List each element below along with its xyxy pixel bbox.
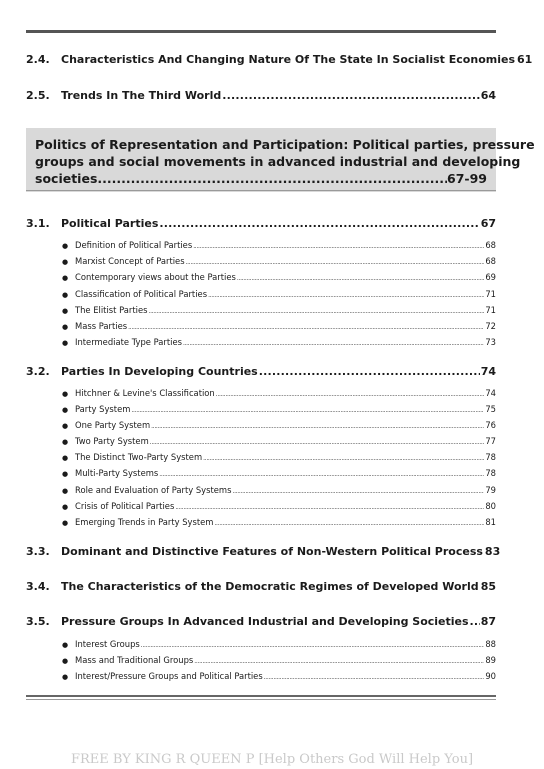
toc-subentry-title: Two Party System [75,436,149,446]
dot-leader [232,486,484,497]
dot-leader [222,89,479,103]
bullet-icon: ● [62,390,69,398]
toc-subentry-title: Marxist Concept of Parties [75,256,185,266]
toc-subentry-page: 75 [485,404,496,414]
toc-subentry-title: Contemporary views about the Parties [75,272,236,282]
unit-heading-line: groups and social movements in advanced industrial and developing [35,154,521,169]
dot-leader [148,306,484,317]
dot-leader [470,615,480,629]
toc-entry-number: 3.4. [26,580,50,593]
dot-leader [208,290,484,301]
toc-subentry[interactable] [62,240,496,252]
toc-subentry[interactable] [62,321,496,333]
toc-entry-number: 2.5. [26,89,50,102]
toc-entry-title: Trends In The Third World [61,89,222,102]
toc-entry-number: 3.2. [26,365,50,378]
bullet-icon: ● [62,258,69,266]
toc-subentry-title: Classification of Political Parties [75,289,208,299]
unit-heading-underline [26,190,496,191]
toc-entry-number: 3.3. [26,545,50,558]
toc-subentry[interactable] [62,655,496,667]
toc-entry-title: Parties In Developing Countries [61,365,258,378]
dot-leader [159,469,484,480]
toc-subentry[interactable] [62,485,496,497]
toc-subentry-page: 78 [485,452,496,462]
toc-entry-page: 83 [484,545,501,558]
dot-leader [193,241,484,252]
toc-subentry[interactable] [62,388,496,400]
toc-subentry[interactable] [62,517,496,529]
bullet-icon: ● [62,291,69,299]
dot-leader [264,672,485,683]
bullet-icon: ● [62,657,69,665]
dot-leader [186,257,485,268]
toc-entry-title: Pressure Groups In Advanced Industrial and Developing Societies [61,615,469,628]
bullet-icon: ● [62,438,69,446]
toc-subentry[interactable] [62,501,496,513]
toc-subentry-title: Mass and Traditional Groups [75,655,194,665]
unit-heading-line: Politics of Representation and Participation: Political parties, pressure [35,137,535,152]
toc-entry-3-1[interactable] [26,217,496,231]
toc-entry-title: Characteristics And Changing Nature Of The State In Socialist Economies [61,53,515,66]
bullet-icon: ● [62,470,69,478]
toc-entry-page: 85 [480,580,496,593]
dot-leader [150,437,485,448]
toc-entry-page: 87 [480,615,496,628]
top-rule [26,30,496,33]
toc-entry-page: 64 [480,89,496,102]
dot-leader [128,322,484,333]
toc-entry-title: Dominant and Distinctive Features of Non-Western Political Process [61,545,483,558]
toc-subentry-page: 78 [485,468,496,478]
dot-leader [175,502,484,513]
toc-entry-3-2[interactable] [26,365,496,379]
toc-entry-number: 2.4. [26,53,50,66]
toc-entry-3-5[interactable] [26,615,496,629]
bullet-icon: ● [62,503,69,511]
bottom-rule-thin [26,699,496,700]
toc-subentry[interactable] [62,404,496,416]
dot-leader [194,656,484,667]
bullet-icon: ● [62,422,69,430]
toc-entry-3-3[interactable] [26,545,501,559]
toc-subentry-page: 88 [485,639,496,649]
toc-subentry[interactable] [62,452,496,464]
toc-subentry-title: Emerging Trends in Party System [75,517,214,527]
dot-leader [183,338,484,349]
unit-heading-line-text: societies. [35,171,103,186]
bullet-icon: ● [62,339,69,347]
toc-subentry-page: 68 [485,240,496,250]
toc-subentry-page: 69 [485,272,496,282]
bullet-icon: ● [62,406,69,414]
toc-subentry-page: 72 [485,321,496,331]
bullet-icon: ● [62,641,69,649]
dot-leader [259,365,480,379]
toc-entry-number: 3.1. [26,217,50,230]
toc-subentry-title: The Distinct Two-Party System [75,452,203,462]
toc-subentry[interactable] [62,436,496,448]
toc-subentry-page: 73 [485,337,496,347]
toc-subentry[interactable] [62,639,496,651]
unit-heading-line [35,170,487,187]
unit-heading[interactable] [35,136,535,187]
toc-subentry-page: 90 [485,671,496,681]
toc-subentry-page: 76 [485,420,496,430]
bullet-icon: ● [62,519,69,527]
toc-subentry[interactable] [62,468,496,480]
toc-entry-page: 74 [480,365,496,378]
toc-subentry[interactable] [62,337,496,349]
bullet-icon: ● [62,274,69,282]
toc-entry-3-4[interactable] [26,580,496,594]
footer-watermark: FREE BY KING R QUEEN P [Help Others God Will Help You] [70,752,474,767]
toc-subentry-title: Intermediate Type Parties [75,337,182,347]
bullet-icon: ● [62,487,69,495]
toc-subentry-page: 80 [485,501,496,511]
toc-subentry-page: 81 [485,517,496,527]
toc-subentry[interactable] [62,256,496,268]
dot-leader [214,518,484,529]
toc-subentry[interactable] [62,272,496,284]
dot-leader [151,421,484,432]
dot-leader [102,170,447,187]
bullet-icon: ● [62,307,69,315]
toc-subentry-title: One Party System [75,420,151,430]
toc-subentry-page: 74 [485,388,496,398]
toc-subentry-title: Crisis of Political Parties [75,501,175,511]
dot-leader [131,405,484,416]
bullet-icon: ● [62,323,69,331]
toc-entry-page: 67 [480,217,496,230]
toc-subentry-title: Interest Groups [75,639,140,649]
toc-subentry-title: Multi-Party Systems [75,468,159,478]
bullet-icon: ● [62,454,69,462]
toc-subentry-page: 68 [485,256,496,266]
toc-subentry-title: Party System [75,404,131,414]
toc-subentry-title: The Elitist Parties [75,305,148,315]
bullet-icon: ● [62,673,69,681]
toc-entry-title: The Characteristics of the Democratic Regimes of Developed World [61,580,479,593]
toc-subentry-title: Hitchner & Levine's Classification [75,388,215,398]
dot-leader [141,640,485,651]
toc-subentry[interactable] [62,671,496,683]
bottom-rule [26,695,496,697]
toc-subentry-page: 79 [485,485,496,495]
unit-heading-pages: 67-99 [447,171,487,186]
dot-leader [237,273,484,284]
toc-entry-number: 3.5. [26,615,50,628]
toc-subentry-page: 77 [485,436,496,446]
toc-subentry-title: Interest/Pressure Groups and Political Parties [75,671,263,681]
toc-subentry-page: 89 [485,655,496,665]
toc-subentry[interactable] [62,305,496,317]
bullet-icon: ● [62,242,69,250]
toc-subentry-title: Role and Evaluation of Party Systems [75,485,232,495]
toc-subentry[interactable] [62,289,496,301]
dot-leader [216,389,485,400]
toc-entry-title: Political Parties [61,217,159,230]
toc-subentry-title: Definition of Political Parties [75,240,193,250]
toc-subentry-page: 71 [485,289,496,299]
toc-subentry-page: 71 [485,305,496,315]
toc-entry-2-4[interactable] [26,53,533,67]
dot-leader [159,217,479,231]
toc-subentry[interactable] [62,420,496,432]
toc-entry-page: 61 [517,53,533,66]
toc-entry-2-5[interactable] [26,89,496,103]
dot-leader [203,453,484,464]
toc-subentry-title: Mass Parties [75,321,128,331]
